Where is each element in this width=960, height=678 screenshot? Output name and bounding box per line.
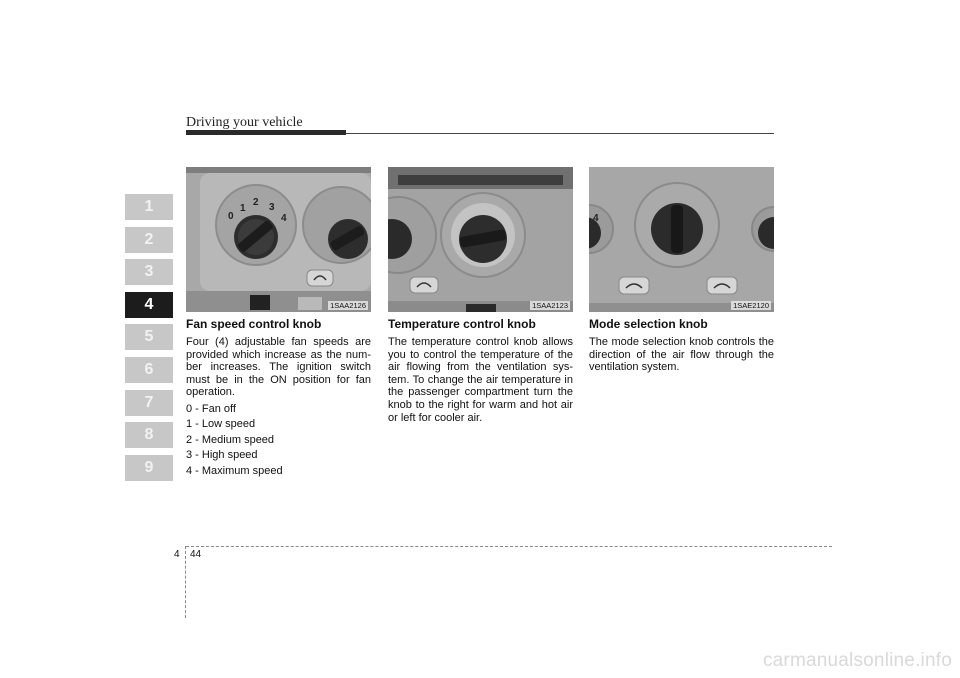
image-code: 1SAA2126 (330, 301, 366, 310)
list-item: 1 - Low speed (186, 418, 256, 431)
chapter-tab-4[interactable]: 4 (125, 292, 173, 318)
section-title: Fan speed control knob (186, 317, 322, 331)
footer-chapter-number: 4 (174, 549, 180, 560)
section-mode-selection (589, 167, 774, 374)
chapter-tab-5[interactable]: 5 (125, 324, 173, 350)
chapter-tab-1[interactable]: 1 (125, 194, 173, 220)
knob-label-3: 3 (269, 202, 275, 213)
knob-label-1: 1 (240, 203, 246, 214)
chapter-tabs (125, 194, 173, 487)
image-code: 1SAE2120 (733, 301, 769, 310)
section-title: Mode selection knob (589, 317, 708, 331)
section-body: Four (4) adjustable fan speeds are provided which increase as the num-ber increases. The ignition switch must be in the ON position for fan operation. (186, 336, 371, 399)
chapter-tab-9[interactable]: 9 (125, 455, 173, 481)
section-body: The temperature control knob allows you to control the temperature of the air flowing from the ventilation sys-tem. To change the air temperature in the passenger compartment turn the knob to the right for warm and hot air or left for cooler air. (388, 336, 573, 424)
knob-label-4: 4 (593, 213, 599, 224)
chapter-tab-7[interactable]: 7 (125, 390, 173, 416)
header-rule-thin (346, 133, 774, 134)
knob-label-4: 4 (281, 213, 287, 224)
page-header-title: Driving your vehicle (186, 115, 303, 130)
chapter-tab-2[interactable]: 2 (125, 227, 173, 253)
section-temperature (388, 167, 573, 424)
fan-knob-photo (186, 167, 371, 312)
list-item: 0 - Fan off (186, 402, 236, 415)
header-rule-thick (186, 130, 346, 135)
chapter-tab-6[interactable]: 6 (125, 357, 173, 383)
footer-rule (186, 546, 832, 547)
section-title: Temperature control knob (388, 317, 536, 331)
chapter-tab-3[interactable]: 3 (125, 259, 173, 285)
chapter-tab-8[interactable]: 8 (125, 422, 173, 448)
list-item: 4 - Maximum speed (186, 464, 283, 477)
knob-label-2: 2 (253, 197, 259, 208)
list-item: 2 - Medium speed (186, 433, 275, 446)
footer-divider (185, 546, 186, 618)
temperature-knob-photo (388, 167, 573, 312)
fan-speed-list (186, 403, 371, 478)
image-code: 1SAA2123 (532, 301, 568, 310)
footer-page-number: 44 (190, 549, 202, 560)
section-body: The mode selection knob controls the direction of the air flow through the ventilation system. (589, 336, 774, 374)
mode-knob-photo (589, 167, 774, 312)
knob-label-0: 0 (228, 211, 234, 222)
watermark: carmanualsonline.info (762, 650, 952, 671)
section-fan-speed (186, 167, 371, 480)
list-item: 3 - High speed (186, 449, 258, 462)
